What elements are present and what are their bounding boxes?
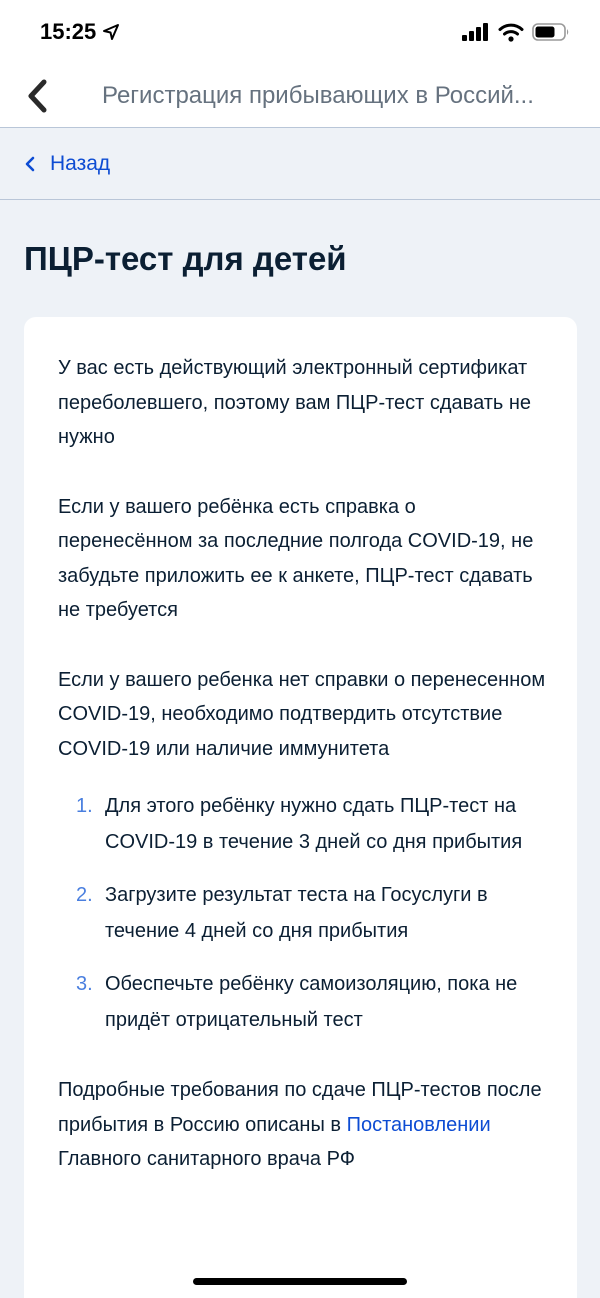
- steps-list: [76, 788, 547, 1038]
- clock-text: 15:25: [40, 19, 97, 44]
- step-number: 1.: [76, 795, 93, 817]
- cellular-signal-icon: [462, 23, 490, 41]
- page-title: ПЦР-тест для детей: [24, 240, 347, 277]
- paragraph-no-certificate: Если у вашего ребенка нет справки о перенесенном COVID-19, необходимо подтвердить отсутствие COVID-19 или наличие иммунитета: [58, 668, 546, 760]
- battery-icon: [532, 23, 570, 41]
- chevron-left-icon: [26, 79, 48, 113]
- resolution-link[interactable]: Постановлении: [346, 1113, 491, 1136]
- status-time: [40, 19, 120, 45]
- step-number: 2.: [76, 884, 93, 906]
- header-back-button[interactable]: [26, 76, 62, 116]
- step-text: Загрузите результат теста на Госуслуги в течение 4 дней со дня прибытия: [105, 884, 488, 942]
- home-indicator[interactable]: [193, 1278, 407, 1285]
- app-title: Регистрация прибывающих в Россий...: [102, 81, 534, 109]
- requirements-text-end: Главного санитарного врача РФ: [58, 1148, 355, 1170]
- status-icons: [462, 23, 570, 42]
- requirements-text: Подробные требования по сдаче ПЦР-тестов после прибытия в Россию описаны в: [58, 1079, 542, 1136]
- list-item: [76, 966, 547, 1038]
- status-bar: [0, 0, 600, 64]
- paragraph-requirements: [58, 1073, 547, 1177]
- list-item: [76, 877, 547, 949]
- app-header: [0, 64, 600, 128]
- back-link-label: Назад: [50, 151, 111, 175]
- info-card: [24, 317, 577, 1298]
- location-arrow-icon: [102, 23, 120, 41]
- paragraph-certificate: У вас есть действующий электронный сертификат переболевшего, поэтому вам ПЦР-тест сдавать не нужно: [58, 357, 532, 448]
- list-item: [76, 788, 547, 860]
- step-text: Для этого ребёнку нужно сдать ПЦР-тест на COVID-19 в течение 3 дней со дня прибытия: [105, 795, 523, 853]
- back-link[interactable]: [0, 128, 600, 200]
- step-text: Обеспечьте ребёнку самоизоляцию, пока не придёт отрицательный тест: [105, 973, 518, 1031]
- step-number: 3.: [76, 973, 93, 995]
- chevron-left-small-icon: [24, 154, 40, 174]
- top-region: [0, 0, 600, 128]
- wifi-icon: [498, 23, 524, 42]
- paragraph-certificate-child: Если у вашего ребёнка есть справка о перенесённом за последние полгода COVID-19, не забудьте приложить ее к анкете, ПЦР-тест сдавать не требуется: [58, 495, 534, 621]
